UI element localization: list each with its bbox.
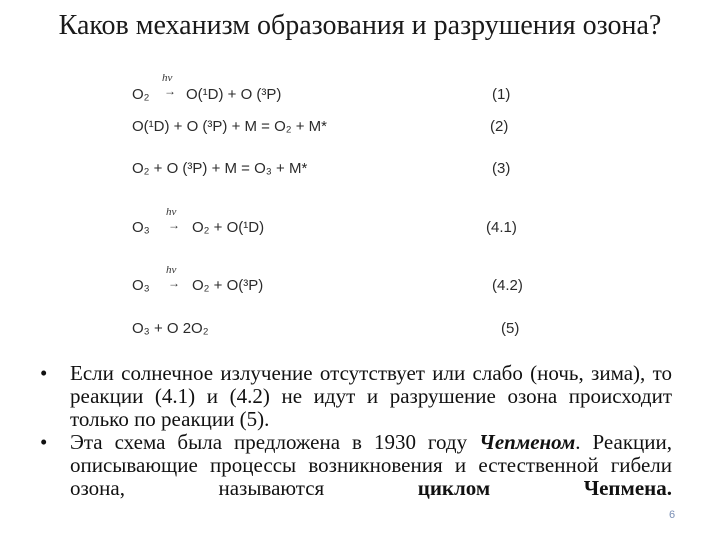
arrow-icon: → <box>168 218 180 232</box>
equation-5: O₃ + O 2O₂ <box>132 320 209 337</box>
bullet-text: . Реакции, описывающие процессы возникновения и естественной гибели озона, называются <box>70 430 672 500</box>
bullet-dot-icon: • <box>40 430 48 454</box>
page-number: 6 <box>669 509 676 521</box>
arrow-icon: → <box>164 84 176 98</box>
equation-4-2-right: O₂ + O(³P) <box>192 277 264 294</box>
chapman-name: Чепменом <box>479 430 576 454</box>
bullet-list <box>40 362 672 500</box>
bullet-item <box>40 362 672 431</box>
equation-3-number: (3) <box>492 160 511 177</box>
bullet-item <box>40 431 672 500</box>
bullet-text-end: . <box>666 476 672 500</box>
hv-label: hν <box>166 264 177 276</box>
equation-4-2-left: O₃ <box>132 277 150 294</box>
equation-2: O(¹D) + O (³P) + M = O₂ + M* <box>132 118 328 135</box>
chapman-cycle-term: циклом Чепмена <box>417 476 667 500</box>
hv-label: hν <box>166 206 177 218</box>
bullet-text: Если солнечное излучение отсутствует или слабо (ночь, зима), то реакции (4.1) и (4.2) не идут и разрушение озона происходит только по реакции (5). <box>70 361 672 431</box>
equation-4-2-number: (4.2) <box>492 277 523 294</box>
equation-4-1-number: (4.1) <box>486 219 517 236</box>
hv-label: hν <box>162 72 173 84</box>
equation-1-right: O(¹D) + O (³P) <box>186 86 282 103</box>
equation-1-left: O₂ <box>132 86 150 103</box>
arrow-icon: → <box>168 276 180 290</box>
equation-4-1-right: O₂ + O(¹D) <box>192 219 265 236</box>
equation-2-number: (2) <box>490 118 509 135</box>
bullet-text: Эта схема была предложена в 1930 году <box>70 430 480 454</box>
equation-1-number: (1) <box>492 86 511 103</box>
equation-3: O₂ + O (³P) + M = O₃ + M* <box>132 160 308 177</box>
equation-5-number: (5) <box>501 320 520 337</box>
equation-4-1-left: O₃ <box>132 219 150 236</box>
slide-title: Каков механизм образования и разрушения озона? <box>58 10 662 41</box>
bullet-dot-icon: • <box>40 361 48 385</box>
